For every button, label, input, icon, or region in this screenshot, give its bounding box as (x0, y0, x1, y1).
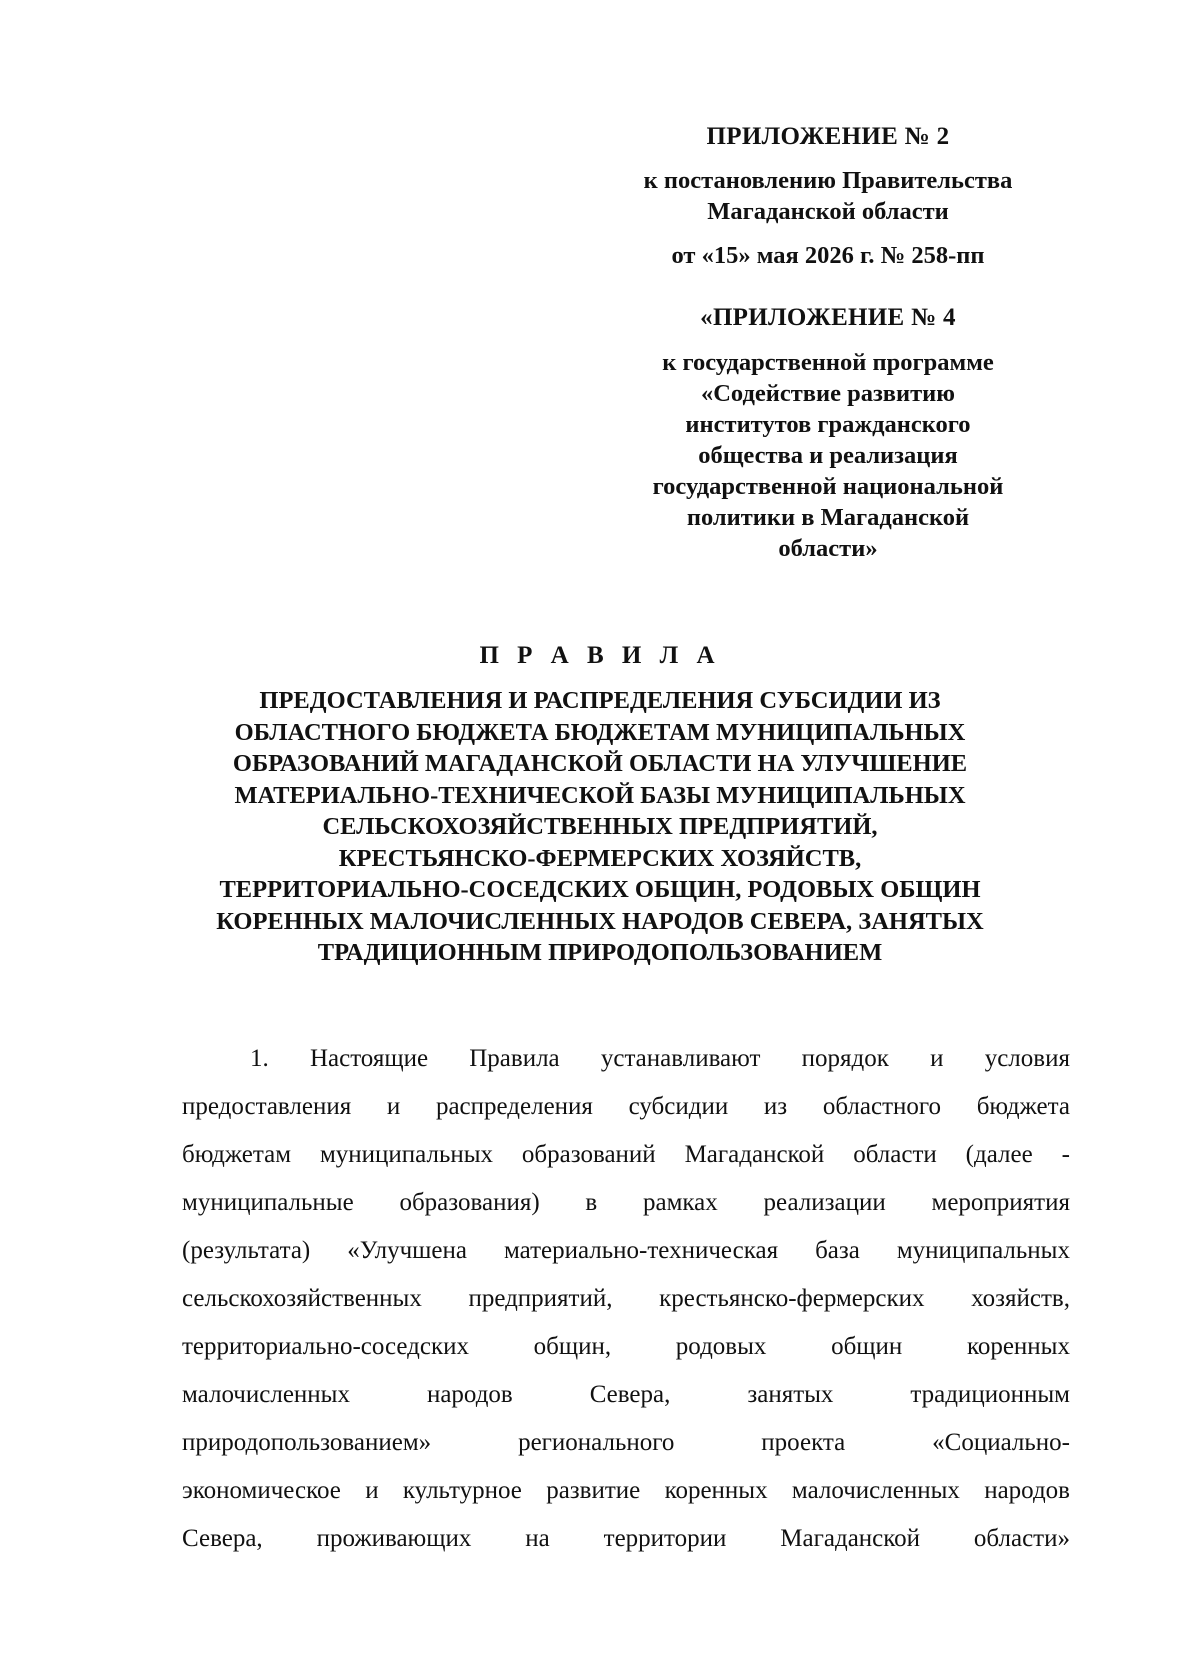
rules-subtitle-line: МАТЕРИАЛЬНО-ТЕХНИЧЕСКОЙ БАЗЫ МУНИЦИПАЛЬНЫХ (234, 781, 966, 809)
paragraph-line (182, 1083, 1070, 1131)
paragraph-line (182, 1179, 1070, 1227)
paragraph-word: и (365, 1477, 379, 1504)
appendix-4-line: институтов гражданского (685, 411, 971, 438)
paragraph-line (182, 1131, 1070, 1179)
paragraph-word: территории (603, 1525, 727, 1552)
paragraph-word: Правила (469, 1045, 560, 1072)
appendix-2-date-line: от «15» мая 2026 г. № 258-пп (671, 242, 985, 269)
paragraph-line (182, 1227, 1070, 1275)
paragraph-word: из (763, 1093, 788, 1120)
paragraph-word: общин (831, 1333, 903, 1360)
paragraph-word: условия (984, 1045, 1070, 1072)
paragraph-word: Севера, (182, 1525, 263, 1552)
paragraph-word: база (815, 1237, 860, 1264)
paragraph-word: (результата) (182, 1237, 311, 1264)
paragraph-word: образований (521, 1141, 656, 1168)
paragraph-word: хозяйств, (971, 1285, 1070, 1312)
paragraph-line (182, 1035, 1070, 1083)
paragraph-word: экономическое (182, 1477, 341, 1504)
paragraph-word: природопользованием» (182, 1429, 432, 1456)
paragraph-word: и (386, 1093, 401, 1120)
paragraph-word: крестьянско-фермерских (659, 1285, 925, 1312)
paragraph-word: культурное (402, 1477, 522, 1504)
paragraph-word: образования) (399, 1189, 540, 1216)
rules-subtitle-line: КОРЕННЫХ МАЛОЧИСЛЕННЫХ НАРОДОВ СЕВЕРА, ЗАНЯТЫХ (216, 907, 984, 935)
rules-subtitle (150, 685, 1050, 969)
appendix-4-block (600, 302, 1056, 564)
rules-title: П Р А В И Л А (479, 642, 721, 669)
paragraph-word: общин, (533, 1333, 612, 1360)
paragraph-word: коренных (966, 1333, 1070, 1360)
paragraph-word: материально-техническая (503, 1237, 779, 1264)
paragraph-word: малочисленных (182, 1381, 350, 1408)
paragraph-line (182, 1323, 1070, 1371)
paragraph-word: 1. (250, 1045, 269, 1072)
paragraph-word: муниципальные (182, 1189, 354, 1216)
paragraph-line (182, 1275, 1070, 1323)
rules-subtitle-line: ОБРАЗОВАНИЙ МАГАДАНСКОЙ ОБЛАСТИ НА УЛУЧШЕНИЕ (232, 750, 968, 777)
paragraph-word: рамках (643, 1189, 718, 1216)
paragraph-word: проживающих (316, 1525, 472, 1552)
appendix-2-block (600, 121, 1056, 271)
paragraph-word: развитие (546, 1477, 641, 1504)
rules-subtitle-line: ПРЕДОСТАВЛЕНИЯ И РАСПРЕДЕЛЕНИЯ СУБСИДИИ ИЗ (259, 687, 941, 714)
paragraph-word: (далее (965, 1141, 1033, 1168)
paragraph-line (182, 1419, 1070, 1467)
appendix-4-line: области» (778, 535, 878, 562)
paragraph-word: традиционным (910, 1381, 1070, 1408)
paragraph-word: реализации (763, 1189, 886, 1216)
paragraph-line (182, 1371, 1070, 1419)
paragraph-word: муниципальных (319, 1141, 494, 1168)
paragraph-word: предоставления (182, 1093, 352, 1120)
paragraph-word: территориально-соседских (182, 1333, 469, 1360)
appendix-4-line: политики в Магаданской (686, 504, 970, 531)
paragraph-word: «Социально- (932, 1429, 1070, 1456)
paragraph-word: мероприятия (931, 1189, 1070, 1216)
paragraph-word: областного (822, 1093, 942, 1120)
paragraph-word: проекта (761, 1429, 846, 1456)
appendix-2-line: Магаданской области (707, 198, 949, 225)
appendix-4-line: государственной национальной (652, 473, 1004, 500)
paragraph-word: народов (984, 1477, 1070, 1504)
appendix-4-line: общества и реализация (698, 442, 958, 469)
paragraph-word: родовых (675, 1333, 767, 1360)
paragraph-word: в (585, 1189, 598, 1216)
paragraph-word: Магаданской (780, 1525, 921, 1552)
paragraph-word: коренных (664, 1477, 768, 1504)
paragraph-word: на (525, 1525, 550, 1552)
paragraph-line (182, 1467, 1070, 1515)
rules-subtitle-line: ОБЛАСТНОГО БЮДЖЕТА БЮДЖЕТАМ МУНИЦИПАЛЬНЫХ (234, 718, 966, 746)
paragraph-word: занятых (747, 1381, 834, 1408)
paragraph-word: малочисленных (791, 1477, 960, 1504)
paragraph-word: предприятий, (468, 1285, 613, 1312)
paragraph-word: муниципальных (896, 1237, 1070, 1264)
paragraph-word: Севера, (589, 1381, 671, 1408)
paragraph-word: «Улучшена (347, 1237, 467, 1264)
paragraph-word: бюджетам (182, 1141, 292, 1168)
paragraph-word: сельскохозяйственных (182, 1285, 422, 1312)
paragraph-word: области (853, 1141, 937, 1168)
appendix-4-line: к государственной программе (662, 349, 994, 376)
appendix-2-line: к постановлению Правительства (643, 167, 1013, 194)
paragraph-word: субсидии (628, 1093, 729, 1120)
paragraph-word: распределения (435, 1093, 593, 1120)
appendix-4-heading: «ПРИЛОЖЕНИЕ № 4 (700, 304, 956, 331)
rules-subtitle-line: КРЕСТЬЯНСКО-ФЕРМЕРСКИХ ХОЗЯЙСТВ, (338, 844, 862, 872)
paragraph-word: порядок (801, 1045, 889, 1072)
paragraph-1 (182, 1035, 1070, 1563)
appendix-4-line: «Содействие развитию (700, 380, 956, 407)
paragraph-line (182, 1515, 1070, 1563)
paragraph-word: и (930, 1045, 944, 1072)
appendix-2-heading: ПРИЛОЖЕНИЕ № 2 (706, 123, 950, 150)
rules-subtitle-line: ТЕРРИТОРИАЛЬНО-СОСЕДСКИХ ОБЩИН, РОДОВЫХ ОБЩИН (219, 876, 981, 903)
rules-subtitle-line: ТРАДИЦИОННЫМ ПРИРОДОПОЛЬЗОВАНИЕМ (317, 939, 883, 966)
paragraph-word: устанавливают (600, 1045, 761, 1072)
rules-subtitle-line: СЕЛЬСКОХОЗЯЙСТВЕННЫХ ПРЕДПРИЯТИЙ, (322, 813, 878, 840)
paragraph-word: народов (426, 1381, 513, 1408)
paragraph-word: области» (973, 1525, 1070, 1552)
paragraph-word: Магаданской (684, 1141, 825, 1168)
paragraph-word: бюджета (976, 1093, 1070, 1120)
paragraph-word: Настоящие (309, 1045, 429, 1072)
paragraph-word: регионального (518, 1429, 675, 1456)
paragraph-word: - (1061, 1141, 1070, 1168)
